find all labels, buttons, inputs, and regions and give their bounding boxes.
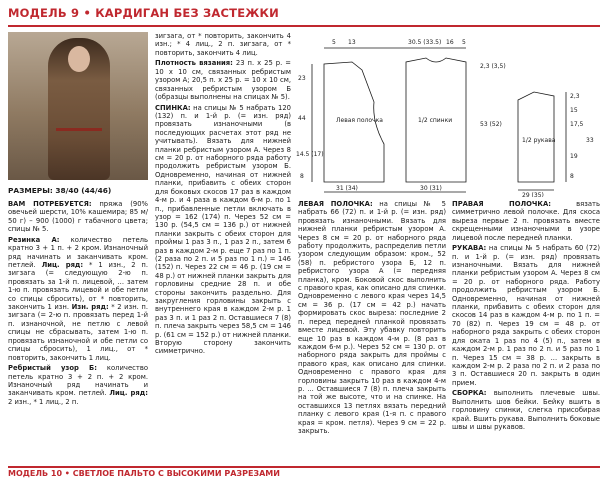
dim-top-1: 5 xyxy=(332,39,336,46)
dim-mid: 2,3 (3,5) xyxy=(480,63,506,70)
dim-right-2: 15 xyxy=(570,107,578,114)
dim-bottom-3: 29 (35) xyxy=(522,192,544,197)
rib-b-face-text: 2 изн., * 1 лиц., 2 п. xyxy=(8,397,79,406)
label-sleeve: 1/2 рукава xyxy=(522,137,556,144)
rib-b-face-label: Лиц. ряд: xyxy=(109,389,148,398)
dim-left-2: 44 xyxy=(298,115,306,122)
page-header xyxy=(8,3,600,27)
dim-top-5: 5 xyxy=(462,39,466,46)
rib-b-paragraph xyxy=(8,364,148,406)
dim-right-6: 8 xyxy=(570,173,574,180)
sleeves-text: на спицы № 5 набрать 60 (72) п. и 1-й р. (= изн. ряд) провязать изнаночными. Вязать для нижней планки ребристым узором А. Через 8 см = 20 р. от наборного ряда. Работу продолжить ребристым узором Б. Одновременно, начиная от нижней планки, прибавить с обеих сторон для скосов 14 раз в каждом 4-м р. по 1 п. = 70 (82) п. Через 19 см = 48 р. от наборного ряда закрыть с обеих сторон для оката 1 раз по 4 (5) п., затем в каждом 2-м р. 1 раз по 2 п. и 5 раз по 1 п. Через 15 см = 38 р. ... закрыть в каждом 2-м р. 2 раза по 2 п. и 2 раза по 3 п. Оставшиеся 20 п. закрыть в один прием. xyxy=(452,244,601,387)
model-face xyxy=(68,46,90,72)
sleeves-paragraph xyxy=(452,244,600,387)
right-front-label: ПРАВАЯ ПОЛОЧКА: xyxy=(452,200,551,208)
materials-paragraph xyxy=(8,200,148,234)
back-text: на спицы № 5 набрать 120 (132) п. и 1-й р. (= изн. ряд) провязать изнаночными (в последующих расчетах этот ряд не учитывать). Вязать для нижней планки ребристым узором А. Через 8 см = 20 р. от наборного ряда работу продолжить ребристым узором Б. Одновременно, начиная от нижней планки, прибавить с обеих сторон для боковых скосов 17 раз в каждом 4-м р. и 4 раза в каждом 6-м р. по 1 п., прибавленные петли включать в узор = 162 (174) п. Через 52 см = 130 р. (54,5 см = 136 р.) от нижней планки закрыть с обеих сторон для проймы 1 раз 3 п., 1 раз 2 п., затем 6 раз в каждом 2-м р. еще 7 раз по 1 п. (2 раза по 2 п. и 5 раз по 1 п.) = 146 (152) п. Через 22 см = 46 р. (19 см = 48 р.) от нижней планки закрыть для горловины средние 28 п. и обе стороны закончить раздельно. Для закругления горловины закрыть с внутреннего края в каждом 2-м р. 1 раз 3 п. и 1 раз 2 п. Оставшиеся 7 (8) п. плеча закрыть через 58,5 см = 146 р. (61 см = 152 р.) от нижней планки. Вторую сторону закончить симметрично. xyxy=(155,103,291,356)
left-front-label: ЛЕВАЯ ПОЛОЧКА: xyxy=(298,200,373,208)
purl-row-text: * 2 изн. п. зигзага (= 2-ю п. провязать перед 1-й п. изнаночной, не петлю с левой спицы не сбрасывать, затем 1-ю п. провязать изнаночной и обе петли со спицы сбросить), 1 лиц., от * повторить, закончить 1 лиц. xyxy=(8,303,148,362)
left-front-text: на спицы № 5 набрать 66 (72) п. и 1-й р. (= изн. ряд) провязать изнаночными. Вязать для нижней планки ребристым узором А. Через 8 см = 20 р. от наборного ряда работу продолжить, распределив петли узором следующим образом: кром., 52 (58) п. ребристого узора Б, 12 п. ребристого узора А (= передняя планка), кром. Боковой скос выполнить с правого края, как описано для спинки. Одновременно с левого края через 14,5 см = 36 р. (17 см = 42 р.) начать формировать скос выреза: последние 2 п. перед передней планкой провязать вместе лицевой. Эту убавку повторить еще 10 раз в каждом 4-м р. (8 раз в каждом 6-м р.). Через 52 см = 130 р. от наборного ряда закрыть для проймы с правого края, как описано для спинки. Одновременно с правого края для горловины закрыть 10 раз в каждом 4-м р. ... Оставшиеся 7 (8) п. плеча закрыть на той же высоте, что и на спинке. На оставшихся 13 петлях вязать передний планку с левого края (1-я п. с правого края = кром. петля). Через 9 см = 22 р. закрыть. xyxy=(298,200,446,435)
next-model-title: МОДЕЛЬ 10 • СВЕТЛОЕ ПАЛЬТО С ВЫСОКИМИ РАЗРЕЗАМИ xyxy=(8,469,280,478)
assembly-text: выполнить плечевые швы. Выполнить шов бейки. Бейку вшить в горловину спинки, слегка присобирая край. Вшить рукава. Выполнить боковые швы и швы рукавов. xyxy=(452,389,600,431)
column-left-front xyxy=(298,200,446,438)
dim-top-2: 13 xyxy=(348,39,356,46)
face-row-text: * 1 изн., 2 п. зигзага (= следующую 2-ю п. провязать за 1-й п. лицевой, ... затем 1-ю п. провязать лицевой и обе петли со спицы сбросить), от * повторить, закончить 1 изн. xyxy=(8,261,149,312)
dim-right-1: 2,3 xyxy=(570,93,580,100)
sleeves-label: РУКАВА: xyxy=(452,244,487,253)
right-front-text: вязать симметрично левой полочке. Для скоса выреза первые 2 п. провязать вместе скрещенными изнаночными в узоре лицевой после передней планки. xyxy=(452,200,600,242)
rib-b-label: Ребристый узор Б: xyxy=(8,364,97,373)
label-left-front: Левая полочка xyxy=(336,117,383,124)
face-row-label: Лиц. ряд: xyxy=(41,261,84,270)
bottom-divider xyxy=(8,466,600,468)
schema-drawing xyxy=(296,32,600,197)
dim-bottom-1: 31 (34) xyxy=(336,185,358,192)
back-label: СПИНКА: xyxy=(155,103,191,112)
model-photo xyxy=(8,32,148,180)
dim-right-3: 17,5 xyxy=(570,121,584,128)
dim-top-4: 16 xyxy=(446,39,454,46)
density-paragraph xyxy=(155,59,291,101)
rib-a-text: количество петель кратно 3 + 1 п. + 2 кром. Изнаночный ряд начинать и заканчивать кром. петлей. xyxy=(8,235,148,270)
left-front-paragraph xyxy=(298,200,446,435)
density-label: Плотность вязания: xyxy=(155,59,233,68)
dim-right-5: 19 xyxy=(570,153,578,160)
dim-right-4: 33 xyxy=(586,137,594,144)
dim-side: 53 (52) xyxy=(480,121,502,128)
model-belt xyxy=(56,128,102,131)
page-title: МОДЕЛЬ 9 • КАРДИГАН БЕЗ ЗАСТЕЖКИ xyxy=(8,6,279,20)
dim-top-3: 30.5 (33.5) xyxy=(408,39,442,46)
label-back: 1/2 спинки xyxy=(418,117,453,124)
col2-intro: зигзага, от * повторить, закончить 4 изн.; * 4 лиц., 2 п. зигзага, от * повторить, закончить 4 лиц. xyxy=(155,32,291,57)
column-right-front xyxy=(452,200,600,434)
dim-left-4: 8 xyxy=(300,173,304,180)
rib-a-label: Резинка А: xyxy=(8,235,60,244)
right-front-paragraph xyxy=(452,200,600,242)
purl-row-label: Изн. ряд: xyxy=(71,303,109,312)
materials-text: пряжа (90% овечьей шерсти, 10% кашемира; 85 м/ 50 г) – 900 (1000) г табачного цвета; спицы № 5. xyxy=(8,200,148,234)
dim-left-1: 23 xyxy=(298,75,306,82)
rib-b-text: количество петель кратно 3 + 2 п. + 2 кром. Изнаночный ряд начинать и заканчивать кром. петлей. xyxy=(8,364,148,398)
sizes-label: РАЗМЕРЫ: 38/40 (44/46) xyxy=(8,186,112,195)
dim-left-3: 14.5 (17) xyxy=(296,151,324,158)
back-paragraph xyxy=(155,104,291,356)
rib-a-paragraph xyxy=(8,236,148,362)
dim-bottom-2: 30 (31) xyxy=(420,185,442,192)
column-materials xyxy=(8,200,148,408)
density-text: 23 п. х 25 р. = 10 х 10 см, связанных ребристым узором А; 20,5 п. х 25 р. = 10 х 10 см, связанных ребристым узором Б (образцы выполнены на спицах № 5). xyxy=(155,59,291,102)
column-back xyxy=(155,32,291,358)
assembly-paragraph xyxy=(452,389,600,431)
pattern-schema xyxy=(296,32,600,197)
materials-label: ВАМ ПОТРЕБУЕТСЯ: xyxy=(8,200,92,208)
assembly-label: СБОРКА: xyxy=(452,389,487,398)
